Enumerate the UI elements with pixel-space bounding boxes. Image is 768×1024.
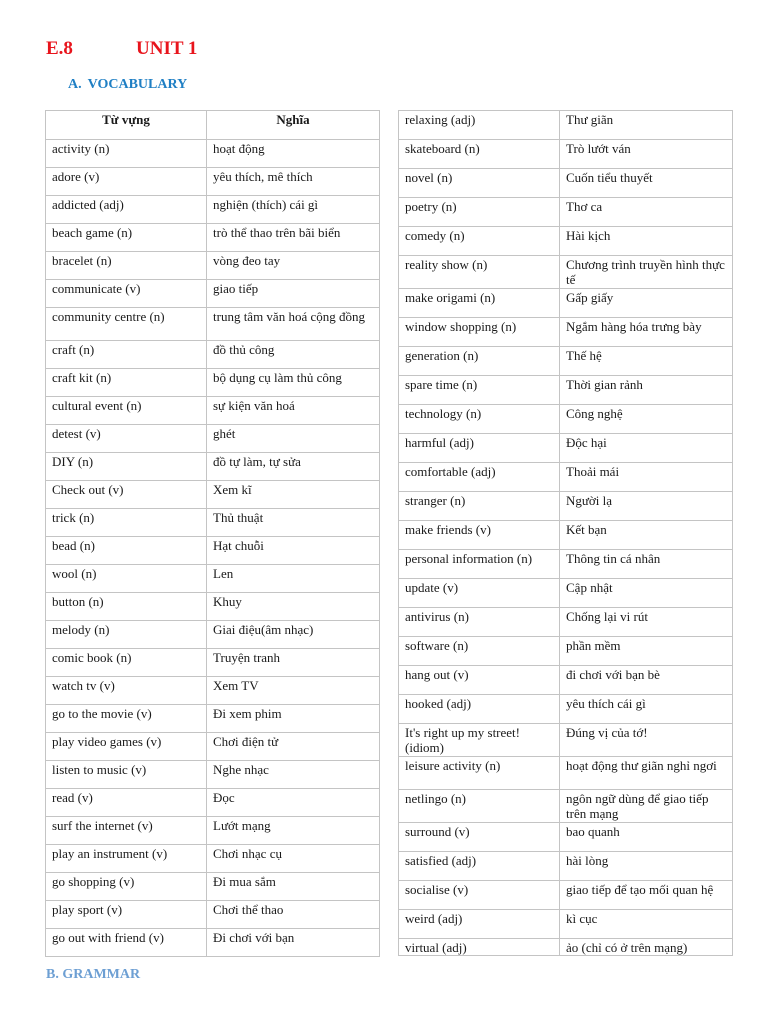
vocab-word: window shopping (n) (399, 318, 560, 347)
vocab-meaning: hoạt động thư giãn nghỉ ngơi (560, 757, 733, 790)
vocab-word: hang out (v) (399, 666, 560, 695)
vocab-word: go to the movie (v) (46, 705, 207, 733)
vocab-word: leisure activity (n) (399, 757, 560, 790)
table-row (399, 256, 733, 289)
vocab-word: weird (adj) (399, 910, 560, 939)
vocab-word: netlingo (n) (399, 790, 560, 823)
vocab-meaning: Thơ ca (560, 198, 733, 227)
vocab-word: go shopping (v) (46, 873, 207, 901)
table-row (399, 724, 733, 757)
table-row (46, 761, 380, 789)
section-a-title: VOCABULARY (87, 77, 188, 92)
vocab-word: trick (n) (46, 509, 207, 537)
vocab-meaning: yêu thích, mê thích (207, 168, 380, 196)
unit-title: UNIT 1 (136, 38, 198, 59)
vocab-meaning: yêu thích cái gì (560, 695, 733, 724)
vocab-word: communicate (v) (46, 280, 207, 308)
section-a-heading (68, 77, 187, 93)
vocab-meaning: hài lòng (560, 852, 733, 881)
vocab-meaning: giao tiếp để tạo mối quan hệ (560, 881, 733, 910)
vocab-word: play sport (v) (46, 901, 207, 929)
table-row (46, 369, 380, 397)
table-row (46, 537, 380, 565)
table-row (46, 901, 380, 929)
table-row (46, 789, 380, 817)
vocab-meaning: Đúng vị của tớ! (560, 724, 733, 757)
vocab-word: technology (n) (399, 405, 560, 434)
vocab-meaning: Chơi nhạc cụ (207, 845, 380, 873)
vocab-word: It's right up my street! (idiom) (399, 724, 560, 757)
vocab-word: activity (n) (46, 140, 207, 168)
vocab-meaning: Chơi thể thao (207, 901, 380, 929)
table-row (399, 852, 733, 881)
vocab-meaning: Kết bạn (560, 521, 733, 550)
section-b-heading: B. GRAMMAR (46, 967, 141, 982)
vocab-meaning: nghiện (thích) cái gì (207, 196, 380, 224)
table-row (399, 757, 733, 790)
vocab-word: button (n) (46, 593, 207, 621)
vocab-meaning: Chương trình truyền hình thực tế (560, 256, 733, 289)
table-row (399, 521, 733, 550)
table-row (399, 198, 733, 227)
vocab-word: addicted (adj) (46, 196, 207, 224)
vocab-word: spare time (n) (399, 376, 560, 405)
vocab-meaning: Thời gian rảnh (560, 376, 733, 405)
vocab-word: comfortable (adj) (399, 463, 560, 492)
vocab-word: play video games (v) (46, 733, 207, 761)
vocab-word: virtual (adj) (399, 939, 560, 956)
vocab-meaning: hoạt động (207, 140, 380, 168)
vocab-word: melody (n) (46, 621, 207, 649)
column-header-meaning: Nghĩa (207, 111, 380, 140)
vocab-word: personal information (n) (399, 550, 560, 579)
vocab-word: relaxing (adj) (399, 111, 560, 140)
table-row (46, 929, 380, 957)
vocab-meaning: Cập nhật (560, 579, 733, 608)
table-row (399, 463, 733, 492)
vocab-meaning: Truyện tranh (207, 649, 380, 677)
vocab-word: Check out (v) (46, 481, 207, 509)
vocab-meaning: Khuy (207, 593, 380, 621)
vocab-word: cultural event (n) (46, 397, 207, 425)
vocab-meaning: đồ thủ công (207, 341, 380, 369)
table-row (399, 939, 733, 956)
vocab-word: socialise (v) (399, 881, 560, 910)
vocab-meaning: Đi mua sắm (207, 873, 380, 901)
vocab-meaning: Trò lướt ván (560, 140, 733, 169)
vocab-meaning: Cuốn tiểu thuyết (560, 169, 733, 198)
table-row (399, 492, 733, 521)
vocab-word: listen to music (v) (46, 761, 207, 789)
table-row (46, 817, 380, 845)
table-row (399, 111, 733, 140)
vocab-meaning: Lướt mạng (207, 817, 380, 845)
table-row (46, 453, 380, 481)
vocab-meaning: giao tiếp (207, 280, 380, 308)
vocab-meaning: Công nghệ (560, 405, 733, 434)
vocab-meaning: Hạt chuỗi (207, 537, 380, 565)
section-a-label: A. (68, 77, 82, 92)
vocab-word: skateboard (n) (399, 140, 560, 169)
table-row (399, 405, 733, 434)
table-row (46, 593, 380, 621)
vocab-word: poetry (n) (399, 198, 560, 227)
vocab-meaning: Thế hệ (560, 347, 733, 376)
table-row (46, 425, 380, 453)
table-row (399, 318, 733, 347)
vocab-word: harmful (adj) (399, 434, 560, 463)
table-row (399, 227, 733, 256)
table-row (46, 705, 380, 733)
vocab-word: comedy (n) (399, 227, 560, 256)
column-header-word: Từ vựng (46, 111, 207, 140)
vocabulary-table-right (398, 110, 733, 956)
table-row (399, 666, 733, 695)
vocab-word: surf the internet (v) (46, 817, 207, 845)
vocab-word: bead (n) (46, 537, 207, 565)
vocab-word: beach game (n) (46, 224, 207, 252)
table-row (46, 733, 380, 761)
table-row (399, 608, 733, 637)
vocab-word: make friends (v) (399, 521, 560, 550)
table-row (46, 196, 380, 224)
vocab-meaning: trò thể thao trên bãi biển (207, 224, 380, 252)
vocab-word: watch tv (v) (46, 677, 207, 705)
vocab-meaning: bao quanh (560, 823, 733, 852)
table-row (46, 397, 380, 425)
vocab-meaning: Thủ thuật (207, 509, 380, 537)
vocab-meaning: Len (207, 565, 380, 593)
vocab-meaning: đi chơi với bạn bè (560, 666, 733, 695)
vocab-meaning: Ngắm hàng hóa trưng bày (560, 318, 733, 347)
vocab-meaning: Gấp giấy (560, 289, 733, 318)
table-row (399, 695, 733, 724)
table-row (46, 481, 380, 509)
vocab-meaning: Chơi điện tử (207, 733, 380, 761)
vocab-meaning: Xem TV (207, 677, 380, 705)
table-row (399, 289, 733, 318)
document-code: E.8 (46, 38, 73, 59)
vocab-word: make origami (n) (399, 289, 560, 318)
table-row (399, 790, 733, 823)
table-row (399, 347, 733, 376)
vocab-word: reality show (n) (399, 256, 560, 289)
table-row (46, 341, 380, 369)
table-row (399, 550, 733, 579)
vocab-word: hooked (adj) (399, 695, 560, 724)
vocab-word: comic book (n) (46, 649, 207, 677)
vocab-meaning: Thông tin cá nhân (560, 550, 733, 579)
vocab-meaning: ghét (207, 425, 380, 453)
vocab-meaning: Độc hại (560, 434, 733, 463)
vocab-word: generation (n) (399, 347, 560, 376)
vocab-word: bracelet (n) (46, 252, 207, 280)
vocab-meaning: Đi chơi với bạn (207, 929, 380, 957)
table-row (46, 677, 380, 705)
vocab-word: novel (n) (399, 169, 560, 198)
table-header-row (46, 111, 380, 140)
vocab-word: antivirus (n) (399, 608, 560, 637)
table-row (46, 140, 380, 168)
vocab-meaning: đồ tự làm, tự sửa (207, 453, 380, 481)
vocab-word: adore (v) (46, 168, 207, 196)
vocab-word: go out with friend (v) (46, 929, 207, 957)
table-row (46, 565, 380, 593)
vocab-word: satisfied (adj) (399, 852, 560, 881)
table-row (399, 881, 733, 910)
vocab-meaning: phần mềm (560, 637, 733, 666)
table-row (46, 168, 380, 196)
vocab-meaning: Nghe nhạc (207, 761, 380, 789)
vocab-meaning: Hài kịch (560, 227, 733, 256)
table-row (399, 579, 733, 608)
vocab-meaning: sự kiện văn hoá (207, 397, 380, 425)
table-row (399, 376, 733, 405)
vocab-meaning: Xem kĩ (207, 481, 380, 509)
vocab-word: wool (n) (46, 565, 207, 593)
vocab-meaning: vòng đeo tay (207, 252, 380, 280)
vocab-word: read (v) (46, 789, 207, 817)
vocab-meaning: ảo (chỉ có ở trên mạng) (560, 939, 733, 956)
table-row (46, 621, 380, 649)
table-row (46, 845, 380, 873)
table-row (46, 649, 380, 677)
table-row (399, 434, 733, 463)
vocab-word: surround (v) (399, 823, 560, 852)
table-row (46, 308, 380, 341)
table-row (399, 169, 733, 198)
vocab-meaning: Người lạ (560, 492, 733, 521)
vocab-word: update (v) (399, 579, 560, 608)
vocab-word: DIY (n) (46, 453, 207, 481)
table-row (46, 509, 380, 537)
table-row (399, 823, 733, 852)
vocab-meaning: kì cục (560, 910, 733, 939)
vocab-word: community centre (n) (46, 308, 207, 341)
vocab-word: craft kit (n) (46, 369, 207, 397)
vocab-meaning: Đi xem phim (207, 705, 380, 733)
table-row (46, 873, 380, 901)
vocabulary-table-left (45, 110, 380, 957)
vocab-meaning: Chống lại vi rút (560, 608, 733, 637)
table-row (399, 637, 733, 666)
table-row (46, 252, 380, 280)
vocab-word: stranger (n) (399, 492, 560, 521)
vocab-word: software (n) (399, 637, 560, 666)
vocab-word: play an instrument (v) (46, 845, 207, 873)
vocab-word: craft (n) (46, 341, 207, 369)
vocab-meaning: Thoải mái (560, 463, 733, 492)
table-row (46, 224, 380, 252)
vocab-meaning: bộ dụng cụ làm thủ công (207, 369, 380, 397)
vocab-meaning: Đọc (207, 789, 380, 817)
vocab-meaning: ngôn ngữ dùng để giao tiếp trên mạng (560, 790, 733, 823)
vocab-meaning: Thư giãn (560, 111, 733, 140)
vocab-word: detest (v) (46, 425, 207, 453)
table-row (399, 140, 733, 169)
vocab-meaning: Giai điệu(âm nhạc) (207, 621, 380, 649)
table-row (399, 910, 733, 939)
vocab-meaning: trung tâm văn hoá cộng đồng (207, 308, 380, 341)
table-row (46, 280, 380, 308)
